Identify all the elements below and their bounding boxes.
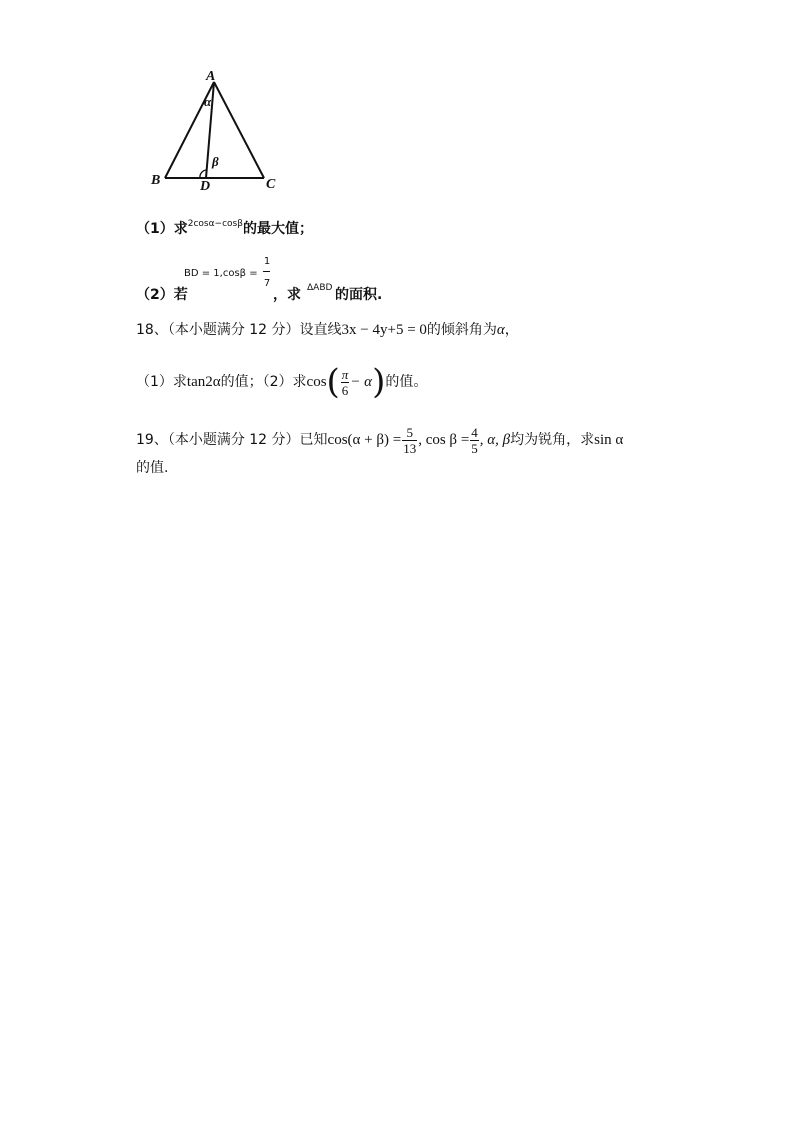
q17-part2-suffix: 的面积. <box>335 287 383 303</box>
q18-pi-den: 6 <box>341 382 349 398</box>
q18-comma: ， <box>504 322 519 338</box>
q18-pi-num: π <box>341 366 349 382</box>
q18-part1-prefix: （1）求 <box>136 374 187 390</box>
vertex-b-label: B <box>151 173 161 188</box>
q18-parts <box>136 362 427 402</box>
q18-part1-suffix: 的值；（2）求 <box>220 374 307 390</box>
q19-fraction-2 <box>470 425 479 456</box>
q19-mid: 均为锐角，求 <box>510 432 595 448</box>
angle-beta-label: β <box>212 154 219 169</box>
q18-alpha: α <box>496 322 505 338</box>
q19-expr1: cos(α + β) = <box>327 432 402 448</box>
q18-part2-suffix: 的值。 <box>385 374 428 390</box>
q17-part2-frac-den: 7 <box>263 278 271 289</box>
q19-stem <box>136 420 623 460</box>
q19-f1-den: 13 <box>403 440 417 456</box>
vertex-a-label: A <box>206 69 216 84</box>
q18-cos: cos <box>306 374 327 390</box>
q17-part1-prefix: （1）求 <box>136 221 188 237</box>
q17-part2-frac-bar <box>263 271 270 272</box>
angle-alpha-label: α <box>204 94 212 109</box>
q19-fraction-1 <box>402 425 417 456</box>
right-paren: ) <box>372 362 386 402</box>
triangle-figure <box>140 62 290 194</box>
q17-part2-condition: BD = 1,cosβ = <box>184 268 258 279</box>
vertex-d-label: D <box>200 179 211 194</box>
q19-expr4: sin α <box>594 432 624 448</box>
q17-part1 <box>136 218 313 238</box>
q19-f2-den: 5 <box>471 440 478 456</box>
q19-f2-num: 4 <box>471 424 478 440</box>
q19-expr3: , α, β <box>479 432 511 448</box>
vertex-c-label: C <box>266 177 276 192</box>
q18-stem <box>136 320 519 340</box>
left-paren: ( <box>326 362 340 402</box>
q19-expr2: , cos β = <box>418 432 470 448</box>
q18-equation: 3x − 4y+5 = 0 <box>341 322 427 338</box>
q17-part1-expr: 2cosα−cosβ <box>187 219 243 229</box>
q18-head: 18、（本小题满分 12 分）设直线 <box>136 322 342 338</box>
q18-part1-expr: tan2α <box>186 374 221 390</box>
q19-head: 19、（本小题满分 12 分）已知 <box>136 432 328 448</box>
q18-pi-fraction <box>341 367 350 398</box>
q17-part2-mid: ，求 <box>273 287 301 303</box>
q18-minus-alpha: − α <box>350 374 373 390</box>
q17-part2-frac-num: 1 <box>263 256 271 267</box>
q17-part1-suffix: 的最大值； <box>242 221 313 237</box>
q18-tail: 的倾斜角为 <box>426 322 497 338</box>
side-ac <box>214 82 264 178</box>
q19-f1-num: 5 <box>402 425 417 441</box>
q17-part2 <box>136 256 536 306</box>
q19-line2: 的值. <box>136 460 169 476</box>
q17-part2-prefix: （2）若 <box>136 287 188 303</box>
q17-part2-triangle: ΔABD <box>307 283 333 293</box>
